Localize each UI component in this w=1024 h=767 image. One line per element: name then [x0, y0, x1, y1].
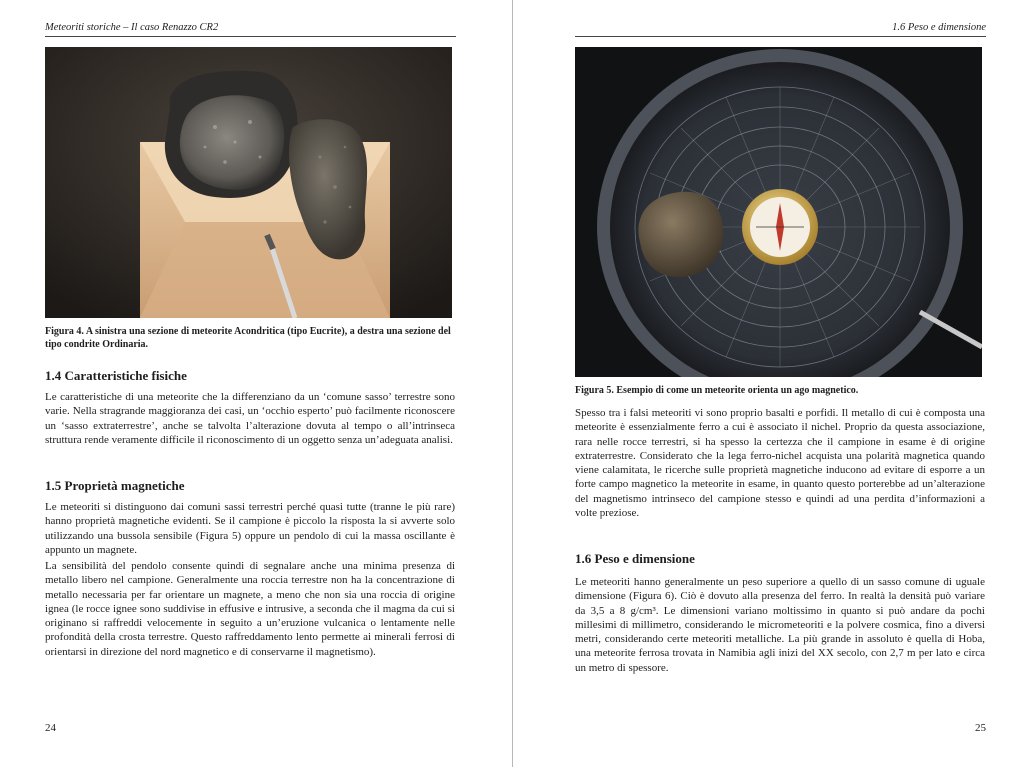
left-running-head: Meteoriti storiche – Il caso Renazzo CR2 [45, 22, 456, 37]
section-1-6-body: Le meteoriti hanno generalmente un peso superiore a quello di un sasso comune di uguale dimensione (Figura 6). Ciò è dovuto alla presenza del ferro. In realtà la densità può variare da 3,5 a 8 g/cm³. Le dimensioni variano moltissimo in quanto si può andare da pochi millesimi di millimetro, considerando le micrometeoriti e la polvere cosmica, fino a diversi metri, considerando certe meteoriti metalliche. La più grande in assoluto è quella di Hoba, una meteorite ferrosa trovata in Namibia agli inizi del XX secolo, con 2,7 m per lato e circa un metro di spessore. [575, 576, 985, 674]
figure-5-caption: Figura 5. Esempio di come un meteorite orienta un ago magnetico. [575, 385, 859, 396]
section-1-4-body: Le caratteristiche di una meteorite che la differenziano da un ‘comune sasso’ terrestre sono varie. Nella stragrande maggioranza dei casi, un ‘occhio esperto’ può facilmente riconoscere un ‘sasso extraterrestre’, anche se talvolta l’alterazione dovuta al tempo o all’intrinseca struttura rende veramente difficile il riconoscimento di un oggetto senza un’adeguata analisi. [45, 391, 455, 446]
meteorite-sections-image [45, 47, 452, 318]
left-page-number: 24 [45, 722, 56, 734]
section-1-6-heading: 1.6 Peso e dimensione [575, 551, 695, 566]
falsi-meteoriti-paragraph: Spesso tra i falsi meteoriti vi sono proprio basalti e porfidi. Il metallo di cui è composta una meteorite è essenzialmente ferro a cui è associato il nichel. Proprio da questa associazione, rara nelle rocce terrestri, si ha spesso la certezza che il campione in esame è di origine extraterrestre. Considerato che la lega ferro-nichel acquista una polarità magnetica quando viene calamitata, le ricerche sulle proprietà magnetiche inducono ad evitare di esporre a un forte campo magnetico la meteorite in esame, in quanto questo porterebbe ad un’alterazione del magnetismo intrinseco del campione stesso e quindi ad una perdita d’informazioni a volte preziose. [575, 407, 985, 520]
figure-4-caption: Figura 4. A sinistra una sezione di meteorite Acondritica (tipo Eucrite), a destra una sezione del tipo condrite Ordinaria. [45, 326, 451, 350]
figure-5-compass-photo [575, 47, 982, 377]
right-running-head: 1.6 Peso e dimensione [575, 22, 986, 37]
figure-4-meteorite-photo [45, 47, 452, 318]
section-1-5-body-1: Le meteoriti si distinguono dai comuni sassi terrestri perché quasi tutte (tranne le più rare) hanno proprietà magnetiche evidenti. Se il campione è piccolo la risposta la si avverte solo utilizzando una bussola sensibile (Figura 5) oppure un pendolo di cui la massa oscillante è appunto un magnete. [45, 501, 455, 556]
right-page-number: 25 [975, 722, 986, 734]
right-page [513, 0, 1024, 767]
section-1-5-body-2: La sensibilità del pendolo consente quindi di segnalare anche una minima presenza di metallo libero nel campione. Generalmente una roccia terrestre non ha la concentrazione di metallo necessaria per far orientare un magnete, a meno che non sia una roccia di origine ignea (le rocce ignee sono suddivise in effusive e intrusive, a seconda che il magma da cui si originano si raffreddi velocemente in seguito a un’eruzione vulcanica o lentamente nelle profondità della crosta terrestre. Questo raffreddamento lento permette ai minerali ferrosi di orientarsi in direzione del nord magnetico e di conservarne il magnetismo). [45, 560, 455, 658]
meteorite-fragment [638, 192, 723, 277]
compass-meteorite-image [575, 47, 982, 377]
section-1-5-heading: 1.5 Proprietà magnetiche [45, 478, 185, 493]
section-1-4-heading: 1.4 Caratteristiche fisiche [45, 368, 187, 383]
